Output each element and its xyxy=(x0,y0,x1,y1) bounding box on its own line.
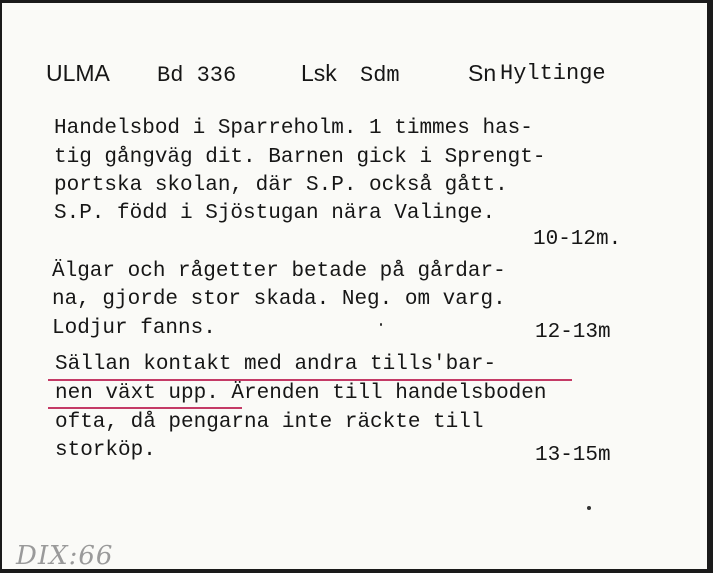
entry-1-line-3: portska skolan, där S.P. också gått. xyxy=(54,174,508,197)
entry-2-line-3: Lodjur fanns. xyxy=(52,317,216,340)
ink-speck xyxy=(380,323,382,326)
entry-3-line-4: storköp. xyxy=(55,439,156,462)
parish-name: Hyltinge xyxy=(500,61,606,86)
entry-1-line-2: tig gångväg dit. Barnen gick i Sprengt- xyxy=(54,146,546,169)
entry-3-line-3: ofta, då pengarna inte räckte till xyxy=(55,411,484,434)
entry-3-line-2: nen växt upp. Ärenden till handelsboden xyxy=(55,382,547,405)
province-label: Lsk xyxy=(301,60,337,86)
underline-2 xyxy=(48,407,242,409)
ink-speck xyxy=(587,506,591,510)
entry-1-line-4: S.P. född i Sjöstugan nära Valinge. xyxy=(54,202,496,225)
entry-2-time: 12-13m xyxy=(535,321,611,344)
entry-1-line-1: Handelsbod i Sparreholm. 1 timmes has- xyxy=(54,117,533,140)
entry-3-time: 13-15m xyxy=(535,444,611,467)
archive-name: ULMA xyxy=(46,60,110,86)
entry-2-line-2: na, gjorde stor skada. Neg. om varg. xyxy=(52,288,506,311)
archive-card xyxy=(2,3,707,569)
parish-label: Sn xyxy=(468,60,497,86)
province-abbr: Sdm xyxy=(360,63,400,88)
entry-2-line-1: Älgar och rågetter betade på gårdar- xyxy=(52,260,506,283)
volume-number: Bd 336 xyxy=(157,63,237,88)
pencil-mark: DIX:66 xyxy=(16,541,114,571)
entry-1-time: 10-12m. xyxy=(533,228,622,251)
entry-3-line-1: Sällan kontakt med andra tills'bar- xyxy=(55,353,497,376)
underline-1 xyxy=(48,379,572,381)
